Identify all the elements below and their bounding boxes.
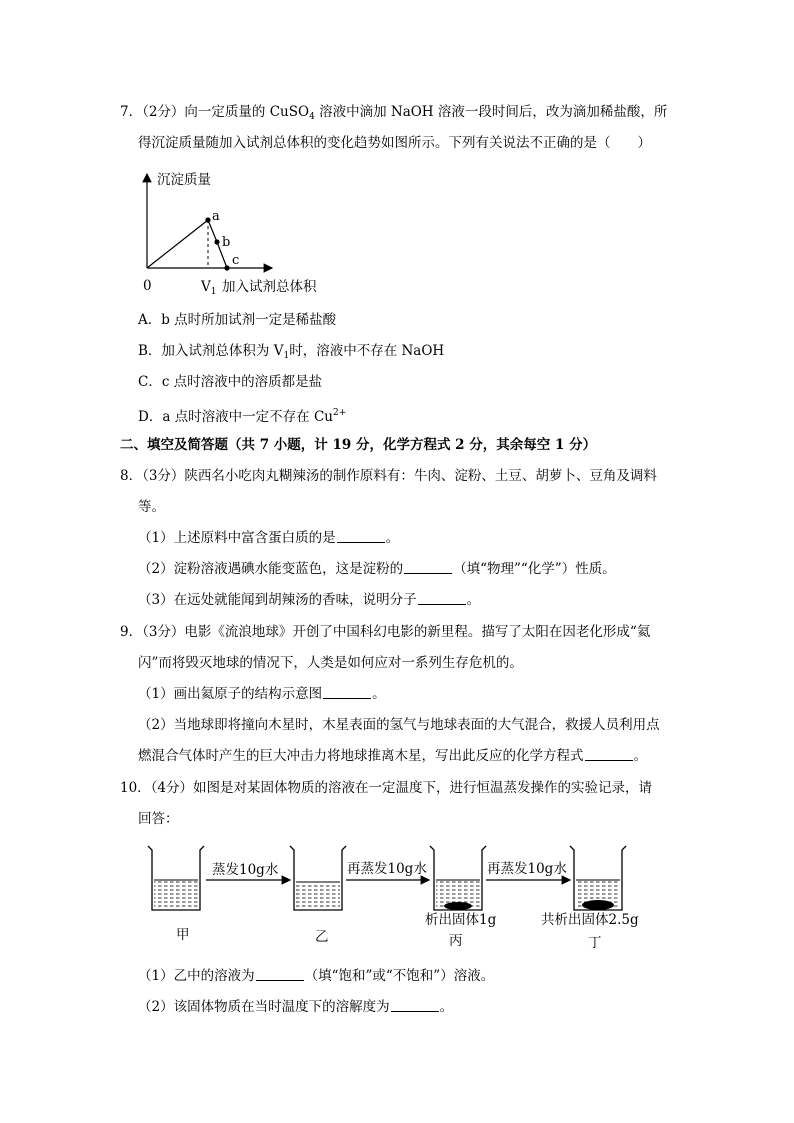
point-c-label: c [232,253,240,268]
q7-option-c: C．c 点时溶液中的溶质都是盐 [138,374,323,390]
beaker-yi [290,846,346,910]
answer-blank[interactable] [585,748,633,761]
answer-blank[interactable] [418,592,466,605]
answer-blank[interactable] [337,530,385,543]
q7-option-b: B．加入试剂总体积为 $V_1$时，溶液中不存在 NaOH [138,343,445,361]
beaker-bing-label: 丙 [449,933,463,949]
section-2-title: 二、填空及简答题（共 7 小题，计 19 分，化学方程式 2 分，其余每空 1 分） [120,437,597,453]
q8-stem-line1: 8．（3分）陕西名小吃肉丸糊辣汤的制作原料有：牛肉、淀粉、土豆、胡萝卜、豆角及调料 [120,468,657,484]
beaker-bing-note: 析出固体1g [425,912,497,928]
q9-stem-line1: 9．（3分）电影《流浪地球》开创了中国科幻电影的新里程。描写了太阳在因老化形成“氦 [120,624,651,640]
beaker-jia-label: 甲 [176,927,190,943]
beaker-ding [570,846,626,910]
crystal-bing [444,902,472,910]
q10-part-2: （2）该固体物质在当时温度下的溶解度为 。 [138,999,454,1015]
curve [147,220,227,268]
beaker-ding-label: 丁 [588,935,602,951]
q9-part-2-line1: （2）当地球即将撞向木星时，木星表面的氢气与地球表面的大气混合，救援人员利用点 [138,717,660,733]
q8-stem-line2: 等。 [138,499,165,515]
q10-stem-line1: 10．（4分）如图是对某固体物质的溶液在一定温度下，进行恒温蒸发操作的实验记录，请 [120,780,653,796]
point-c [224,265,229,270]
answer-blank[interactable] [256,968,304,981]
beaker-bing [430,846,486,910]
q8-part-3: （3）在远处就能闻到胡辣汤的香味，说明分子 。 [138,592,481,608]
q8-part-2: （2）淀粉溶液遇碘水能变蓝色，这是淀粉的 （填“物理”“化学”）性质。 [138,561,616,577]
answer-blank[interactable] [323,686,371,699]
answer-blank[interactable] [391,999,439,1012]
q10-stem-line2: 回答： [138,811,179,827]
q10-evaporation-diagram [140,840,660,945]
arrow-2-label: 再蒸发10g水 [347,861,427,877]
q8-part-1: （1）上述原料中富含蛋白质的是 。 [138,530,400,546]
q7-option-d: D．a 点时溶液中一定不存在 $Cu^{2+}$ [138,408,347,425]
q9-part-1: （1）画出氦原子的结构示意图 。 [138,686,386,702]
q7-origin-label: 0 [143,278,152,294]
q7-v1-label: $V_1$ [201,279,217,297]
crystal-ding [582,900,614,910]
point-a-label: a [212,209,220,224]
point-a [205,217,210,222]
q7-y-axis-label: 沉淀质量 [157,172,211,188]
q9-part-2-line2: 燃混合气体时产生的巨大冲击力将地球推离木星，写出此反应的化学方程式 。 [138,748,647,764]
beaker-jia [148,846,204,910]
answer-blank[interactable] [404,561,452,574]
q7-option-a: A．b 点时所加试剂一定是稀盐酸 [138,312,337,328]
q7-x-axis-label: 加入试剂总体积 [222,279,317,295]
q7-stem-line1: 7．（2分）向一定质量的 CuSO$_4$ 溶液中滴加 NaOH 溶液一段时间后，改为滴加稀盐酸，所 [120,104,668,122]
arrow-3-label: 再蒸发10g水 [487,861,567,877]
q10-part-1: （1）乙中的溶液为 （填“饱和”或“不饱和”）溶液。 [138,968,495,984]
q7-stem-line2: 得沉淀质量随加入试剂总体积的变化趋势如图所示。下列有关说法不正确的是（ ） [138,135,651,151]
beaker-yi-label: 乙 [315,929,329,945]
point-b [214,239,219,244]
beaker-ding-note: 共析出固体2.5g [541,912,639,928]
arrow-1-label: 蒸发10g水 [212,862,279,878]
point-b-label: b [222,235,231,250]
q9-stem-line2: 闪”而将毁灭地球的情况下，人类是如何应对一系列生存危机的。 [138,655,523,671]
